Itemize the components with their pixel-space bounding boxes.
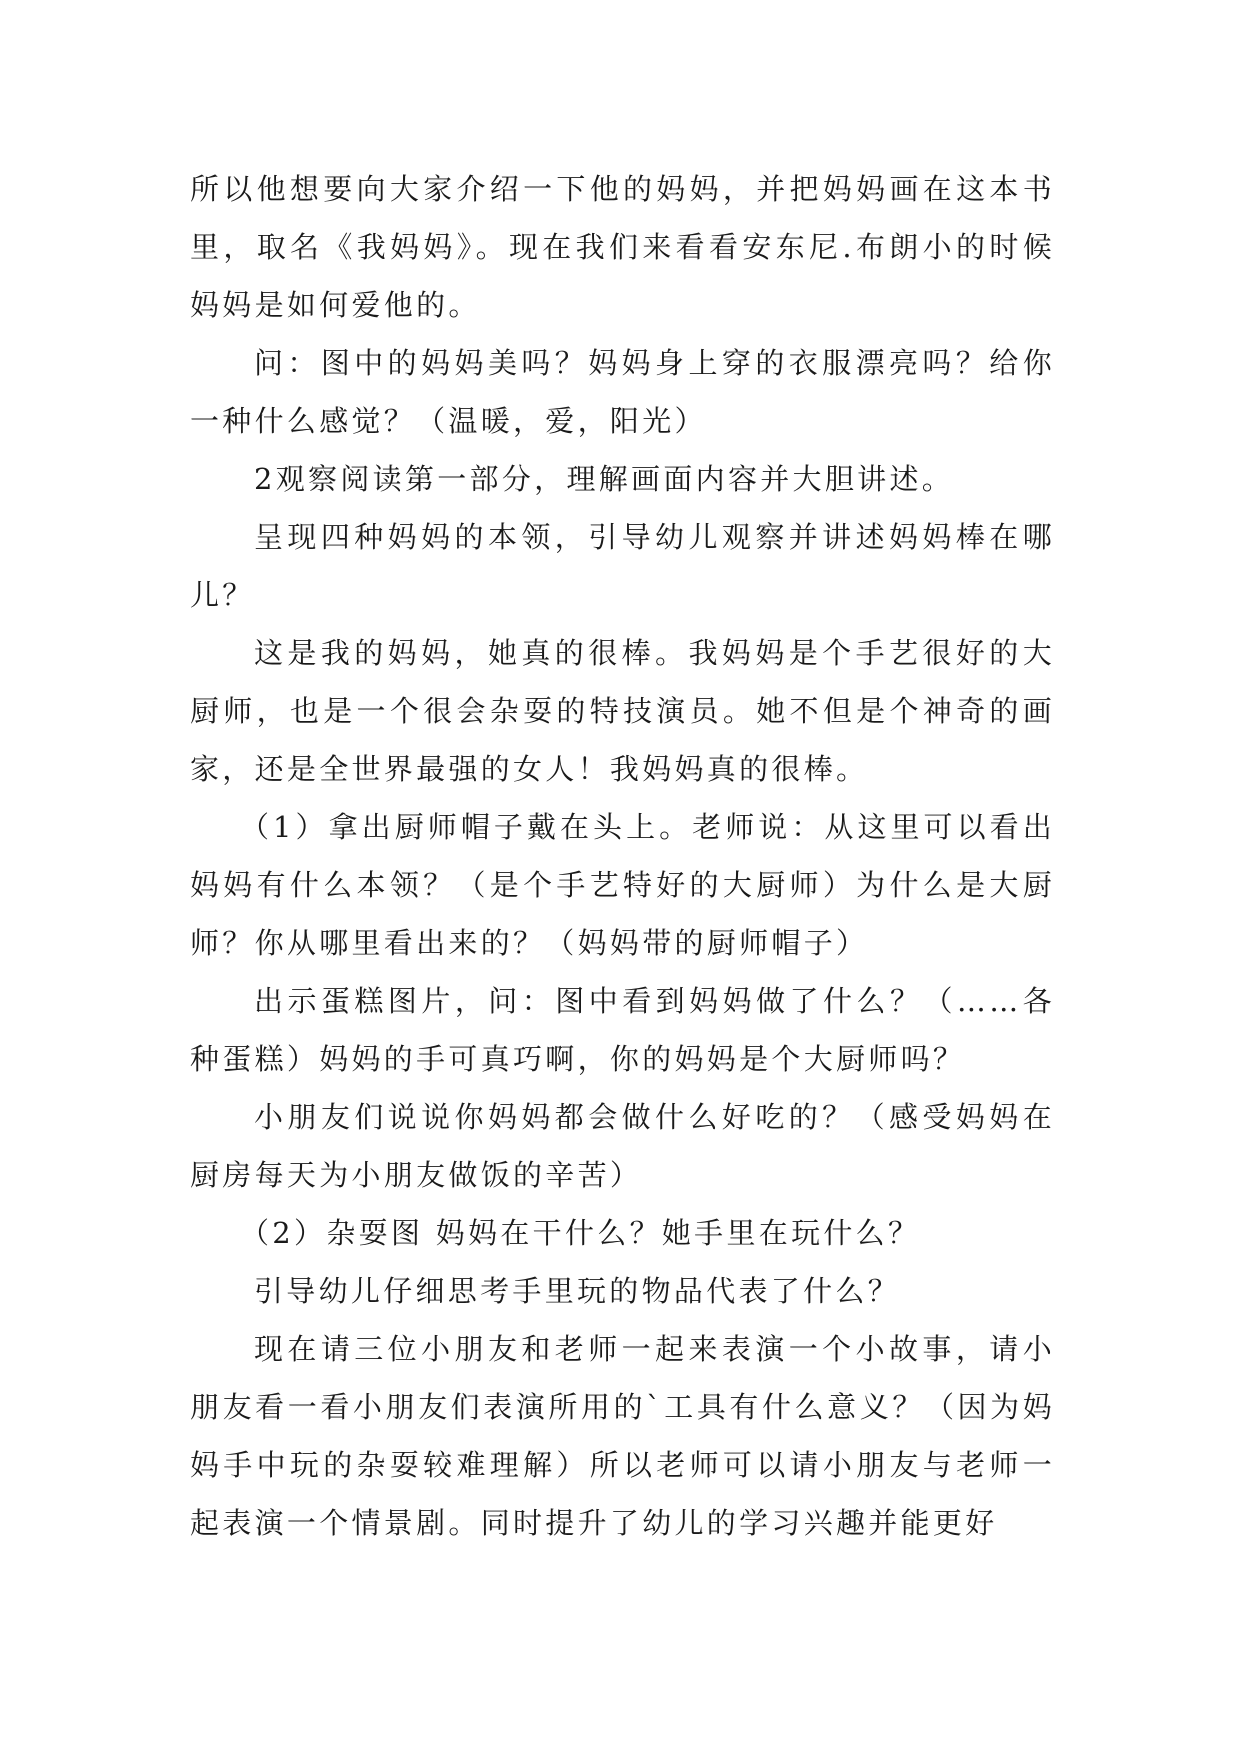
- paragraph-8: 小朋友们说说你妈妈都会做什么好吃的？（感受妈妈在厨房每天为小朋友做饭的辛苦）: [190, 1100, 1055, 1192]
- paragraph-9: （2）杂耍图 妈妈在干什么？她手里在玩什么？: [240, 1216, 921, 1250]
- paragraph-7: 出示蛋糕图片，问：图中看到妈妈做了什么？（……各种蛋糕）妈妈的手可真巧啊，你的妈妈是个大厨师吗？: [190, 984, 1055, 1076]
- paragraph-10: 引导幼儿仔细思考手里玩的物品代表了什么？: [254, 1274, 901, 1308]
- paragraph-5: 这是我的妈妈，她真的很棒。我妈妈是个手艺很好的大厨师，也是一个很会杂耍的特技演员。她不但是个神奇的画家，还是全世界最强的女人！我妈妈真的很棒。: [190, 636, 1055, 786]
- paragraph-3: 2观察阅读第一部分，理解画面内容并大胆讲述。: [254, 462, 955, 496]
- document-body: [190, 160, 1055, 1552]
- paragraph-2: 问：图中的妈妈美吗？妈妈身上穿的衣服漂亮吗？给你一种什么感觉？（温暖，爱，阳光）: [190, 346, 1055, 438]
- paragraph-4: 呈现四种妈妈的本领，引导幼儿观察并讲述妈妈棒在哪儿？: [190, 520, 1055, 612]
- paragraph-6: （1）拿出厨师帽子戴在头上。老师说：从这里可以看出妈妈有什么本领？（是个手艺特好的大厨师）为什么是大厨师？你从哪里看出来的？（妈妈带的厨师帽子）: [190, 810, 1055, 960]
- paragraph-11: 现在请三位小朋友和老师一起来表演一个小故事，请小朋友看一看小朋友们表演所用的`工具有什么意义？（因为妈妈手中玩的杂耍较难理解）所以老师可以请小朋友与老师一起表演一个情景剧。同时提升了幼儿的学习兴趣并能更好: [190, 1332, 1055, 1540]
- paragraph-1: 所以他想要向大家介绍一下他的妈妈，并把妈妈画在这本书里，取名《我妈妈》。现在我们来看看安东尼.布朗小的时候妈妈是如何爱他的。: [190, 172, 1055, 322]
